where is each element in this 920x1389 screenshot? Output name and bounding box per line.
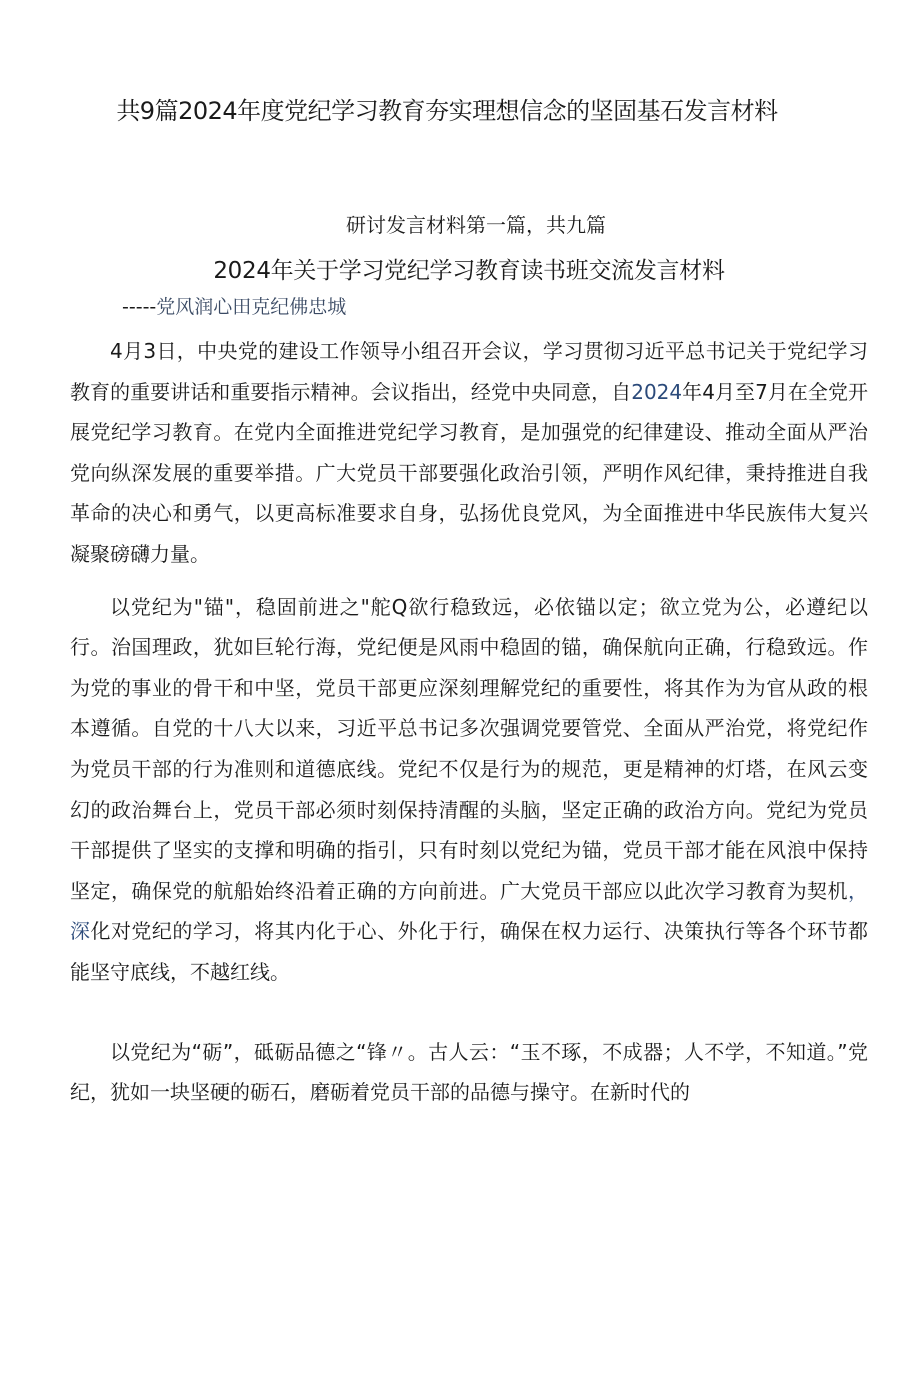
paragraph-1-year: 2024 bbox=[631, 379, 683, 404]
paragraph-2-part-c: 化对党纪的学习，将其内化于心、外化于行，确保在权力运行、决策执行等各个环节都能坚守底线，不越红线。 bbox=[70, 919, 869, 984]
paragraph-2-part-a: 以党纪为"锚"，稳固前进之"舵Q欲行稳致远，必依锚以定；欲立党为公，必遵纪以行。治国理政，犹如巨轮行海，党纪便是风雨中稳固的锚，确保航向正确，行稳致远。作为党的事业的骨干和中坚，党员干部更应深刻理解党纪的重要性，将其作为为官从政的根本遵循。自党的十八大以来，习近平总书记多次强调党要管党、全面从严治党，将党纪作为党员干部的行为准则和道德底线。党纪不仅是行为的规范，更是精神的灯塔，在风云变幻的政治舞台上，党员干部必须时刻保持清醒的头脑，坚定正确的政治方向。党纪为党员干部提供了坚实的支撑和明确的指引，只有时刻以党纪为锚，党员干部才能在风浪中保持坚定，确保党的航船始终沿着正确的方向前进。广大党员干部应以此次学习教育为契机 bbox=[70, 594, 868, 903]
paragraph-2 bbox=[70, 587, 868, 993]
byline-dashes: ----- bbox=[122, 296, 157, 318]
paragraph-1-part-a: 4月3日，中央党的建设工作领导小组召开会议，学习贯彻习近平总书记关于党纪学习教育的重要讲话和重要指示精神。会议指出，经党中央同意，自 bbox=[70, 339, 868, 404]
paragraph-1 bbox=[70, 331, 868, 575]
byline-text: 党风润心田克纪佛忠城 bbox=[156, 296, 347, 318]
document-title: 共9篇2024年度党纪学习教育夯实理想信念的坚固基石发言材料 bbox=[116, 97, 778, 125]
document-page bbox=[0, 88, 920, 1389]
paragraph-1-part-c: 年4月至7月在全党开展党纪学习教育。在党内全面推进党纪学习教育，是加强党的纪律建设、推动全面从严治党向纵深发展的重要举措。广大党员干部要强化政治引领，严明作风纪律，秉持推进自我革命的决心和勇气，以更高标准要求自身，弘扬优良党风，为全面推进中华民族伟大复兴凝聚磅礴力量。 bbox=[70, 379, 869, 566]
byline bbox=[70, 292, 868, 322]
paragraph-3: 以党纪为“砺”，砥砺品德之“锋〃。古人云：“玉不琢，不成器；人不学，不知道。”党纪，犹如一块坚硬的砺石，磨砺着党员干部的品德与操守。在新时代的 bbox=[70, 1039, 868, 1105]
article-title: 2024年关于学习党纪学习教育读书班交流发言材料 bbox=[213, 258, 725, 284]
paragraph-2-part-b: ，深 bbox=[70, 878, 868, 944]
part-label: 研讨发言材料第一篇，共九篇 bbox=[346, 213, 606, 237]
